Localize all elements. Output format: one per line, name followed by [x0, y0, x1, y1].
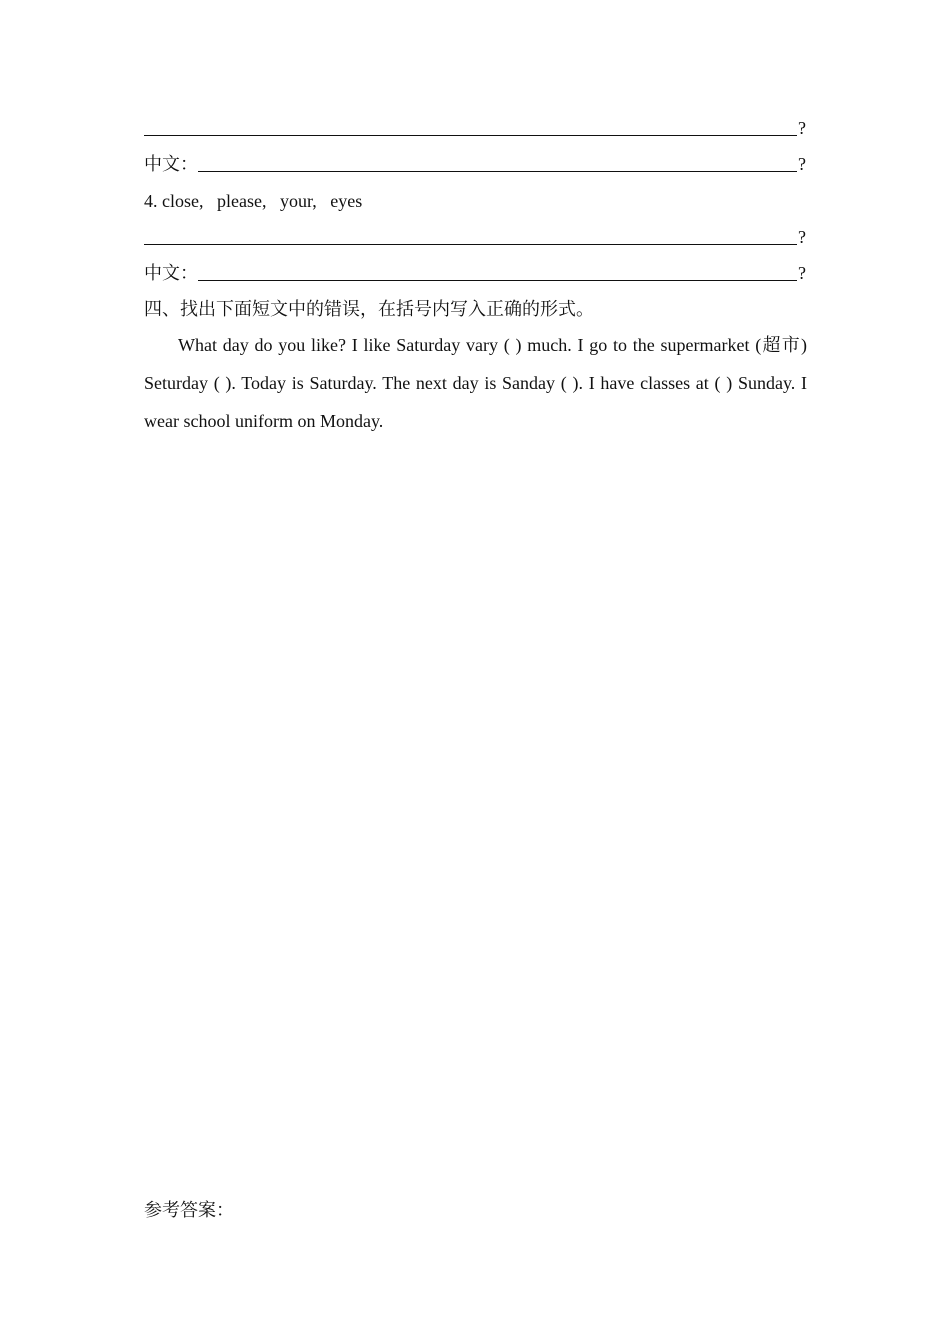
q3-answer-qmark: ?: [798, 118, 806, 138]
q3-answer-blank[interactable]: [144, 117, 797, 136]
q3-chinese-blank[interactable]: [198, 153, 797, 172]
q4-chinese-blank[interactable]: [198, 262, 797, 281]
passage-text: What day do you like? I like Saturday vary ( ) much. I go to the supermarket (超市) Seturday ( ). Today is Saturday. The next day is Sanday ( ). I have classes at ( ) Sunday. I wear school uniform on Monday.: [144, 335, 807, 431]
q3-chinese-qmark: ?: [798, 154, 806, 174]
section4-passage: [144, 326, 807, 440]
q3-chinese-line: [144, 152, 806, 176]
q4-prompt: 4. close, please, your, eyes: [144, 191, 363, 211]
answers-heading: 参考答案：: [144, 1200, 234, 1220]
q4-answer-qmark: ?: [798, 227, 806, 247]
q4-answer-blank[interactable]: [144, 226, 797, 245]
section4-heading: 四、找出下面短文中的错误，在括号内写入正确的形式。: [144, 299, 594, 319]
q4-chinese-line: [144, 261, 806, 285]
q4-answer-line: [144, 225, 806, 249]
q3-chinese-label: 中文：: [144, 154, 198, 174]
q3-answer-line: [144, 116, 806, 140]
q4-chinese-label: 中文：: [144, 263, 198, 283]
q4-chinese-qmark: ?: [798, 263, 806, 283]
